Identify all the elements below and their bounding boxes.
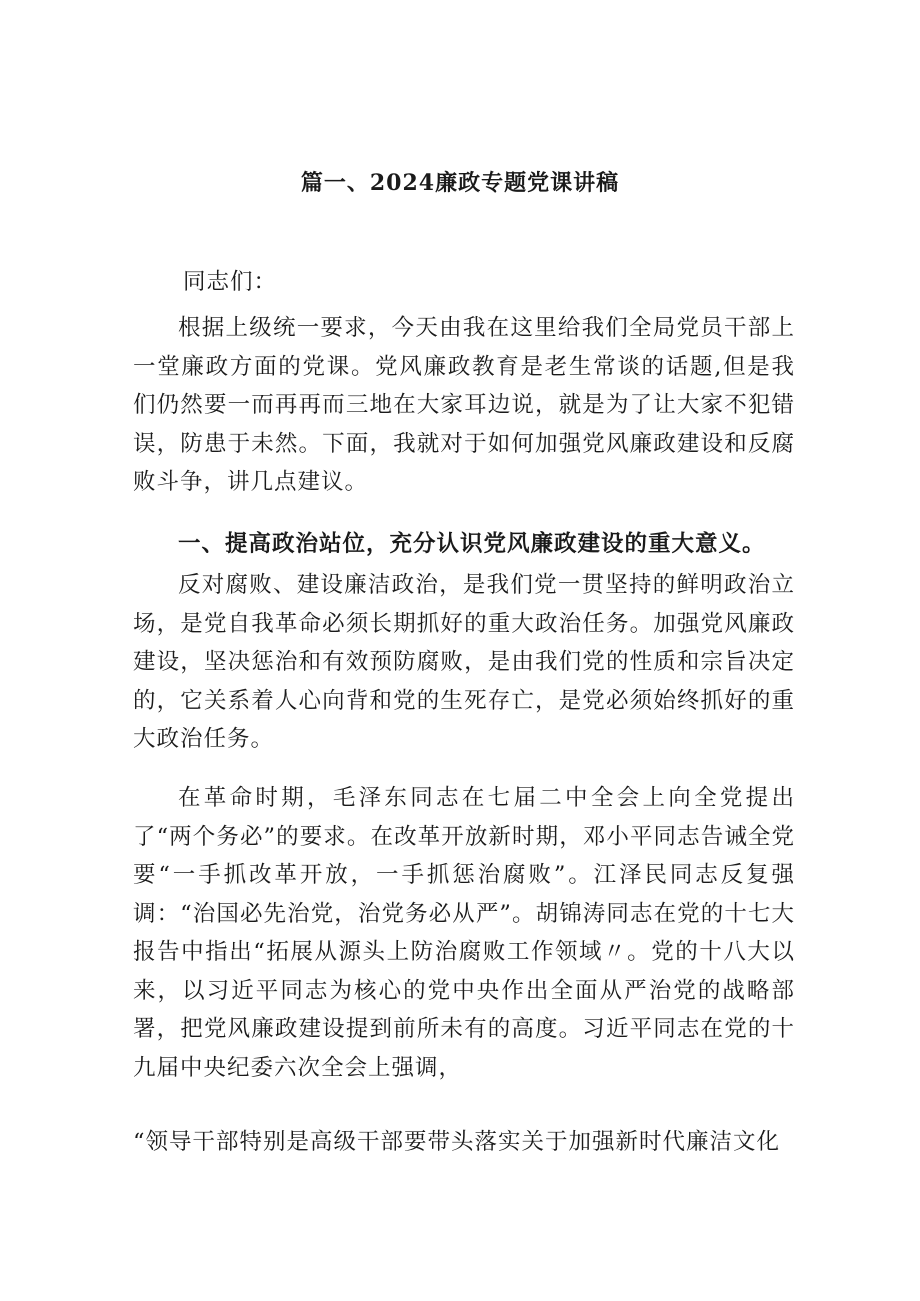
paragraph-text: 在革命时期，毛泽东同志在七届二中全会上向全党提出了“两个务必”的要求。在改革开放新时期，邓小平同志告诫全党要“一手抓改革开放，一手抓惩治腐败”。江泽民同志反复强调：“治国必先治党，治党务必从严”。胡锦涛同志在党的十七大报告中指出“拓展从源头上防治腐败工作领域〃。党的十八大以来，以习近平同志为核心的党中央作出全面从严治党的战略部署，把党风廉政建设提到前所未有的高度。习近平同志在党的十九届中央纪委六次全会上强调， [133, 785, 795, 1081]
paragraph-text: “领导干部特别是高级干部要带头落实关于加强新时代廉洁文化 [133, 1129, 781, 1155]
paragraph-4 [133, 1123, 795, 1162]
section-heading-1 [133, 525, 795, 564]
paragraph-text: 反对腐败、建设廉洁政治，是我们党一贯坚持的鲜明政治立场，是党自我革命必须长期抓好的重大政治任务。加强党风廉政建设，坚决惩治和有效预防腐败，是由我们党的性质和宗旨决定的，它关系着人心向背和党的生死存亡，是党必须始终抓好的重大政治任务。 [133, 572, 795, 752]
paragraph-intro [133, 309, 795, 502]
paragraph-text: 根据上级统一要求，今天由我在这里给我们全局党员干部上一堂廉政方面的党课。党风廉政教育是老生常谈的话题,但是我们仍然要一而再再而三地在大家耳边说，就是为了让大家不犯错误，防患于未然。下面，我就对于如何加强党风廉政建设和反腐败斗争，讲几点建议。 [133, 315, 795, 495]
paragraph-3 [133, 779, 795, 1087]
document-title: 篇一、2024廉政专题党课讲稿 [300, 170, 620, 196]
paragraph-2 [133, 566, 795, 759]
section-heading-text: 一、提高政治站位，充分认识党风廉政建设的重大意义。 [178, 531, 766, 557]
salutation: 同志们： [183, 269, 278, 295]
